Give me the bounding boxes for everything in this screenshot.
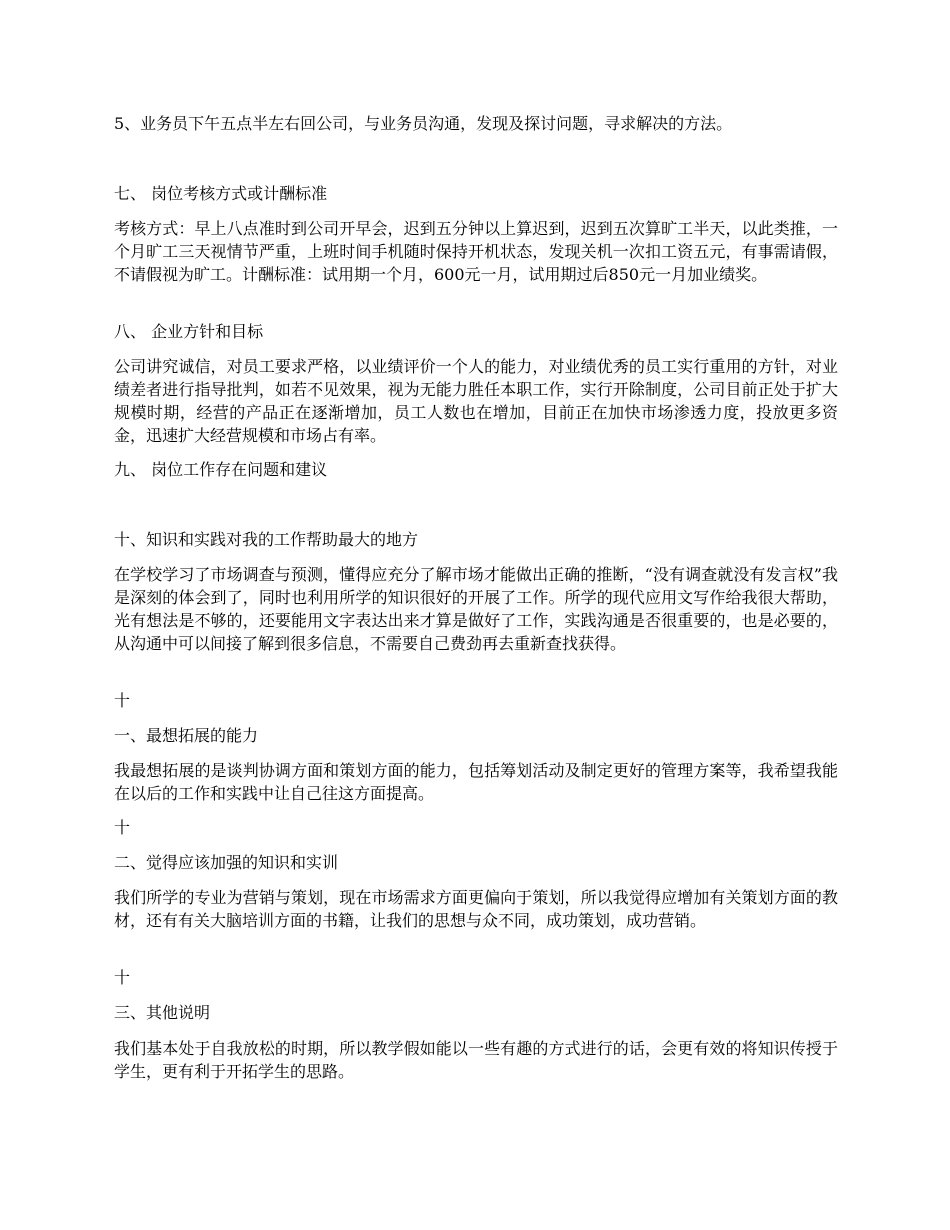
- heading-section-12-number: 十: [114, 818, 131, 837]
- paragraph-assessment: 考核方式：早上八点准时到公司开早会，迟到五分钟以上算迟到，迟到五次算旷工半天，以此类推，一个月旷工三天视情节严重，上班时间手机随时保持开机状态，发现关机一次扣工资五元，有事需请假，不请假视为旷工。计酬标准：试用期一个月，600元一月，试用期过后850元一月加业绩奖。: [114, 219, 838, 284]
- heading-section-7: 七、 岗位考核方式或计酬标准: [114, 184, 328, 203]
- heading-section-9: 九、 岗位工作存在问题和建议: [114, 460, 328, 479]
- paragraph-abilities: 我最想拓展的是谈判协调方面和策划方面的能力，包括筹划活动及制定更好的管理方案等，我希望我能在以后的工作和实践中让自己往这方面提高。: [114, 761, 838, 803]
- paragraph-training: 我们所学的专业为营销与策划，现在市场需求方面更偏向于策划，所以我觉得应增加有关策划方面的教材，还有有关大脑培训方面的书籍，让我们的思想与众不同，成功策划，成功营销。: [114, 888, 838, 930]
- heading-section-11-number: 十: [114, 691, 131, 710]
- heading-section-10: 十、知识和实践对我的工作帮助最大的地方: [114, 530, 419, 549]
- paragraph-policy: 公司讲究诚信，对员工要求严格，以业绩评价一个人的能力，对业绩优秀的员工实行重用的方针，对业绩差者进行指导批判，如若不见效果，视为无能力胜任本职工作，实行开除制度，公司目前正处于扩大规模时期，经营的产品正在逐渐增加，员工人数也在增加，目前正在加快市场渗透力度，投放更多资金，迅速扩大经营规模和市场占有率。: [114, 357, 838, 445]
- heading-section-13-number: 十: [114, 968, 131, 987]
- paragraph-knowledge: 在学校学习了市场调查与预测，懂得应充分了解市场才能做出正确的推断，“没有调查就没有发言权”我是深刻的体会到了，同时也利用所学的知识很好的开展了工作。所学的现代应用文写作给我很大帮助，光有想法是不够的，还要能用文字表达出来才算是做好了工作，实践沟通是否很重要的，也是必要的，从沟通中可以间接了解到很多信息，不需要自己费劲再去重新查找获得。: [114, 565, 838, 653]
- heading-section-12: 二、觉得应该加强的知识和实训: [114, 853, 339, 872]
- paragraph-other-notes: 我们基本处于自我放松的时期，所以教学假如能以一些有趣的方式进行的话，会更有效的将知识传授于学生，更有利于开拓学生的思路。: [114, 1039, 838, 1081]
- heading-section-8: 八、 企业方针和目标: [114, 322, 264, 341]
- paragraph-step-5: 5、业务员下午五点半左右回公司，与业务员沟通，发现及探讨问题，寻求解决的方法。: [114, 114, 733, 133]
- heading-section-13: 三、其他说明: [114, 1003, 211, 1022]
- heading-section-11: 一、最想拓展的能力: [114, 726, 259, 745]
